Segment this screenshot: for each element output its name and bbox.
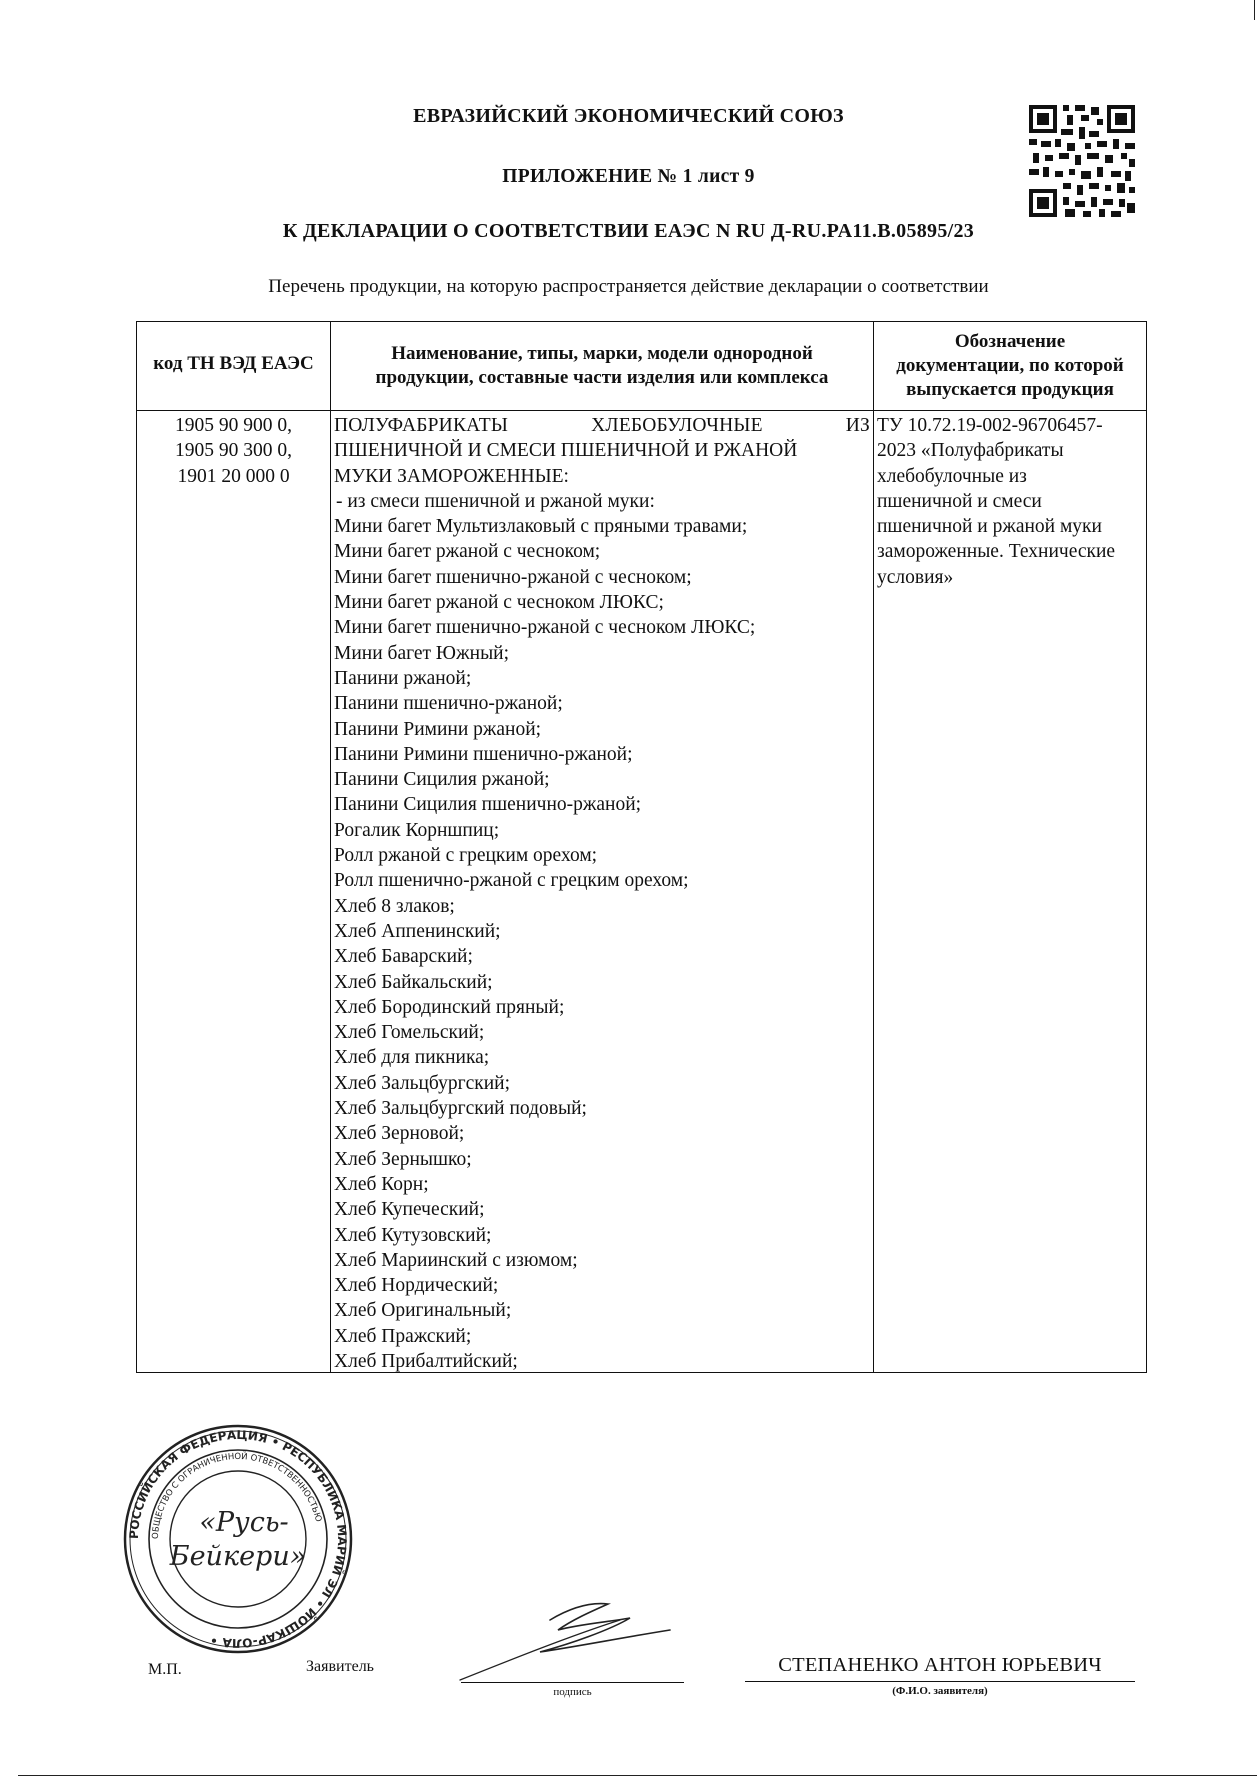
product-item: Хлеб Баварский; (334, 946, 473, 968)
product-item: Хлеб для пикника; (334, 1047, 490, 1069)
column-header-documentation: Обозначение документации, по которой выпускается продукция (896, 331, 1124, 400)
documentation-cell: ТУ 10.72.19-002-96706457- 2023 «Полуфабрикаты хлебобулочные из пшеничной и смеси пшеничной и ржаной муки замороженные. Технические условия» (877, 415, 1116, 588)
product-item: Хлеб Зальцбургский; (334, 1072, 511, 1094)
product-group-title-line3: МУКИ ЗАМОРОЖЕННЫЕ: (334, 465, 569, 487)
seal-name-line1: «Русь- (199, 1507, 289, 1538)
product-item: Хлеб Бородинский пряный; (334, 996, 565, 1018)
product-item: Панини Римини ржаной; (334, 718, 542, 740)
product-group-title-line2: ПШЕНИЧНОЙ И СМЕСИ ПШЕНИЧНОЙ И РЖАНОЙ (334, 440, 798, 462)
signature-line (461, 1682, 684, 1683)
product-item: Хлеб Гомельский; (334, 1022, 485, 1044)
product-item: Хлеб Оригинальный; (334, 1300, 512, 1322)
hs-codes (137, 413, 330, 489)
table-col-divider-1 (330, 322, 331, 1372)
product-item: Панини Сицилия ржаной; (334, 769, 550, 791)
hs-code: 1905 90 900 0, (175, 415, 292, 436)
appendix-title: ПРИЛОЖЕНИЕ № 1 лист 9 (502, 166, 755, 187)
product-item: Мини багет Мультизлаковый с пряными травами; (334, 516, 748, 538)
applicant-label: Заявитель (306, 1658, 374, 1675)
stamp-place-label: М.П. (148, 1661, 182, 1678)
product-item: Мини багет ржаной с чесноком ЛЮКС; (334, 592, 664, 614)
product-list (334, 413, 870, 1374)
company-seal (122, 1423, 354, 1655)
seal-name-line2: Бейкери» (169, 1541, 307, 1572)
product-item: Мини багет пшенично-ржаной с чесноком; (334, 566, 692, 588)
column-header-code: код ТН ВЭД ЕАЭС (153, 353, 314, 374)
products-table (136, 321, 1147, 1373)
product-item: Мини багет ржаной с чесноком; (334, 541, 601, 563)
qr-code-icon (1027, 103, 1137, 219)
right-border-line (1254, 0, 1255, 20)
product-item: Хлеб Мариинский с изюмом; (334, 1249, 578, 1271)
product-item: Хлеб Купеческий; (334, 1199, 485, 1221)
product-item: Хлеб 8 злаков; (334, 895, 455, 917)
hs-code: 1905 90 300 0, (175, 440, 292, 462)
product-group-title: ПОЛУФАБРИКАТЫ ХЛЕБОБУЛОЧНЫЕ ИЗ (334, 415, 870, 436)
product-item: Хлеб Зальцбургский подовый; (334, 1098, 587, 1120)
product-item: Хлеб Нордический; (334, 1275, 499, 1297)
product-item: Панини Сицилия пшенично-ржаной; (334, 794, 642, 816)
table-header-divider (137, 410, 1146, 411)
product-item: Хлеб Кутузовский; (334, 1224, 492, 1246)
product-item: Хлеб Байкальский; (334, 971, 493, 993)
union-title: ЕВРАЗИЙСКИЙ ЭКОНОМИЧЕСКИЙ СОЮЗ (413, 105, 844, 127)
column-header-name: Наименование, типы, марки, модели однородной продукции, составные части изделия или комплекса (375, 343, 829, 388)
signature-caption: подпись (553, 1686, 592, 1698)
product-item: Хлеб Зерновой; (334, 1123, 465, 1145)
applicant-name-line (745, 1681, 1135, 1682)
product-item: Хлеб Корн; (334, 1173, 429, 1195)
product-item: Хлеб Зернышко; (334, 1148, 472, 1170)
product-item: Мини багет пшенично-ржаной с чесноком ЛЮКС; (334, 617, 756, 639)
product-item: Мини багет Южный; (334, 642, 510, 664)
product-item: Хлеб Прибалтийский; (334, 1350, 518, 1372)
table-col-divider-2 (873, 322, 874, 1372)
seal-outer-text: РОССИЙСКАЯ ФЕДЕРАЦИЯ • РЕСПУБЛИКА МАРИЙ ЭЛ • ЙОШКАР-ОЛА • (126, 1427, 350, 1651)
signature (440, 1590, 740, 1690)
applicant-name-caption: (Ф.И.О. заявителя) (892, 1685, 988, 1697)
product-item: Рогалик Корншпиц; (334, 819, 500, 841)
product-item: Хлеб Аппенинский; (334, 920, 501, 942)
product-item: Панини пшенично-ржаной; (334, 693, 563, 715)
product-subgroup: - из смеси пшеничной и ржаной муки: (336, 490, 655, 512)
product-item: Панини ржаной; (334, 667, 472, 689)
product-item: Хлеб Пражский; (334, 1325, 472, 1347)
document-subtitle: Перечень продукции, на которую распространяется действие декларации о соответствии (268, 276, 989, 297)
bottom-border-line (18, 1775, 1257, 1776)
hs-code: 1901 20 000 0 (177, 465, 290, 487)
product-item: Ролл ржаной с грецким орехом; (334, 845, 598, 867)
declaration-number: К ДЕКЛАРАЦИИ О СООТВЕТСТВИИ ЕАЭС N RU Д-RU.PA11.B.05895/23 (282, 220, 975, 242)
seal-inner-text: ОБЩЕСТВО С ОГРАНИЧЕННОЙ ОТВЕТСТВЕННОСТЬЮ (150, 1451, 324, 1540)
product-item: Панини Римини пшенично-ржаной; (334, 743, 633, 765)
product-item: Ролл пшенично-ржаной с грецким орехом; (334, 870, 689, 892)
applicant-name: СТЕПАНЕНКО АНТОН ЮРЬЕВИЧ (778, 1654, 1102, 1676)
